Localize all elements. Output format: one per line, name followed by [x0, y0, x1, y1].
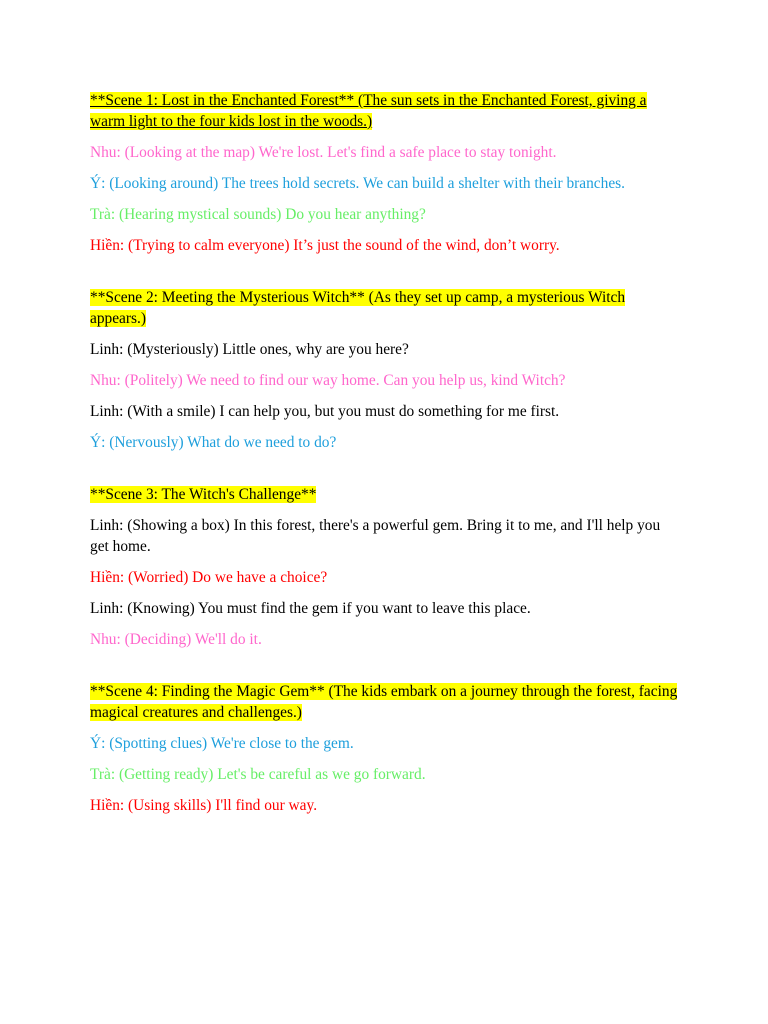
scene-heading: **Scene 2: Meeting the Mysterious Witch** (As they set up camp, a mysterious Witch appears.) — [90, 289, 626, 327]
dialogue-line: Trà: (Hearing mystical sounds) Do you hear anything? — [90, 206, 426, 223]
dialogue-line: Ý: (Nervously) What do we need to do? — [90, 434, 337, 451]
scene-4 — [90, 681, 680, 816]
scene-heading: **Scene 4: Finding the Magic Gem** (The kids embark on a journey through the forest, facing magical creatures and challenges.) — [90, 683, 678, 721]
dialogue-line: Linh: (Mysteriously) Little ones, why are you here? — [90, 341, 409, 358]
dialogue-line: Ý: (Looking around) The trees hold secrets. We can build a shelter with their branches. — [90, 175, 625, 192]
dialogue-line: Nhu: (Deciding) We'll do it. — [90, 631, 262, 648]
dialogue-line: Linh: (Showing a box) In this forest, there's a powerful gem. Bring it to me, and I'll help you get home. — [90, 517, 661, 555]
scene-2 — [90, 287, 680, 453]
dialogue-line: Hiền: (Using skills) I'll find our way. — [90, 797, 318, 814]
dialogue-line: Ý: (Spotting clues) We're close to the gem. — [90, 735, 354, 752]
dialogue-line: Trà: (Getting ready) Let's be careful as we go forward. — [90, 766, 426, 783]
scene-heading: **Scene 3: The Witch's Challenge** — [90, 486, 317, 503]
dialogue-line: Nhu: (Looking at the map) We're lost. Let's find a safe place to stay tonight. — [90, 144, 557, 161]
dialogue-line: Linh: (Knowing) You must find the gem if you want to leave this place. — [90, 600, 531, 617]
scene-1 — [90, 90, 680, 256]
dialogue-line: Nhu: (Politely) We need to find our way home. Can you help us, kind Witch? — [90, 372, 566, 389]
scene-3 — [90, 484, 680, 650]
scene-heading: **Scene 1: Lost in the Enchanted Forest** (The sun sets in the Enchanted Forest, giving a warm light to the four kids lost in the woods.) — [90, 92, 647, 130]
document-page — [90, 90, 680, 847]
dialogue-line: Hiền: (Trying to calm everyone) It’s just the sound of the wind, don’t worry. — [90, 237, 560, 254]
dialogue-line: Hiền: (Worried) Do we have a choice? — [90, 569, 328, 586]
dialogue-line: Linh: (With a smile) I can help you, but you must do something for me first. — [90, 403, 560, 420]
